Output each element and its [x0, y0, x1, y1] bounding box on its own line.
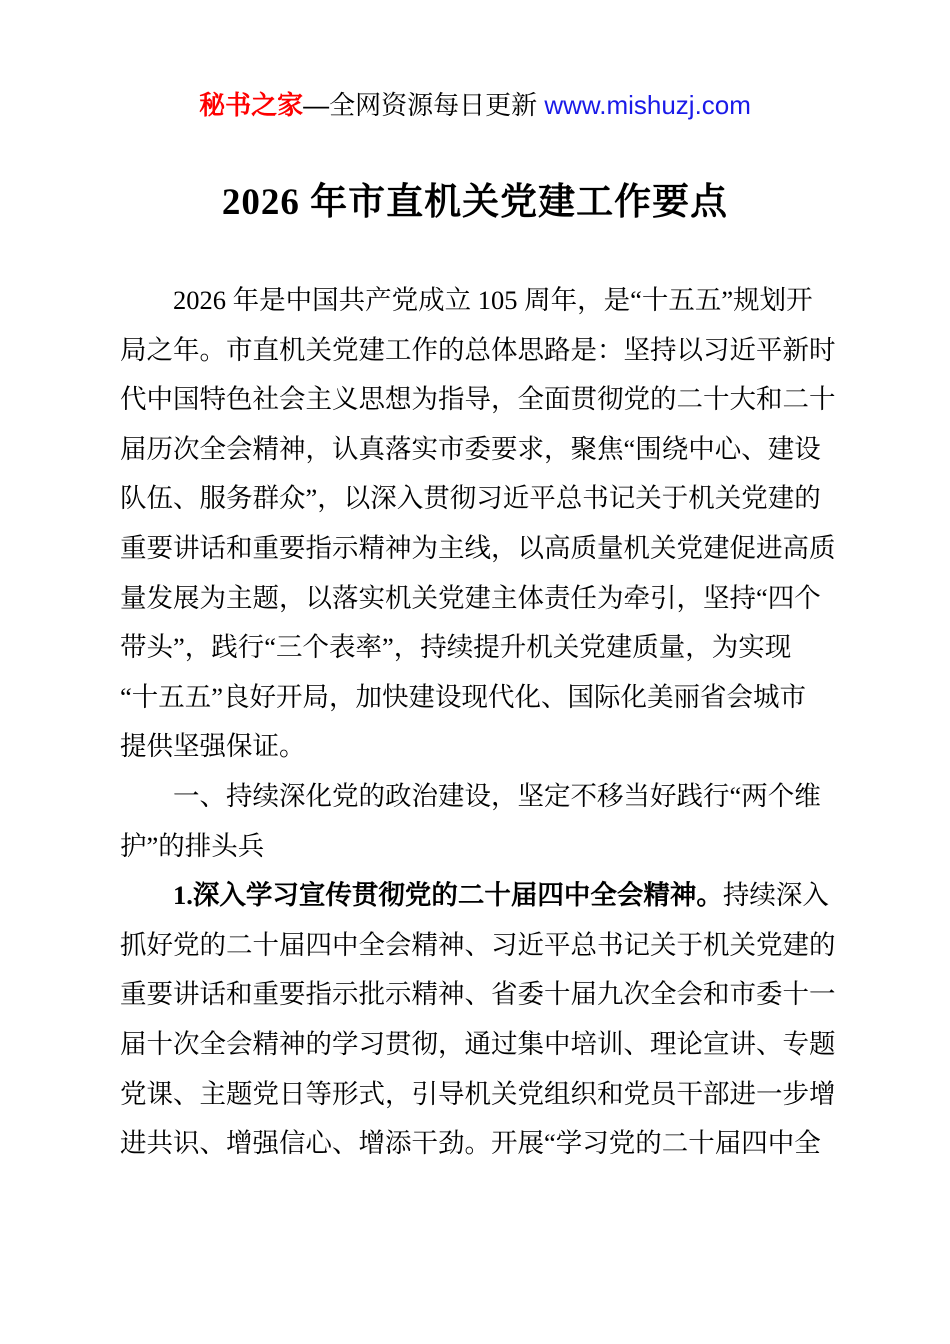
body-text-line: 重要讲话和重要指示精神为主线，以高质量机关党建促进高质: [120, 532, 836, 563]
item-1-lead-bold: 1.深入学习宣传贯彻党的二十届四中全会精神。: [173, 880, 723, 911]
section-heading-1: [120, 772, 832, 871]
site-url-link[interactable]: www.mishuzj.com: [544, 90, 751, 120]
site-header-banner: [0, 0, 950, 122]
body-text-line: 量发展为主题，以落实机关党建主体责任为牵引，坚持“四个: [120, 582, 821, 613]
body-text-line: 队伍、服务群众”，以深入贯彻习近平总书记关于机关党建的: [120, 483, 821, 514]
body-text-line: 2026 年是中国共产党成立 105 周年，是“十五五”规划开: [173, 285, 813, 315]
section-heading-line: 护”的排头兵: [120, 830, 265, 861]
body-text-line: 局之年。市直机关党建工作的总体思路是：坚持以习近平新时: [120, 334, 836, 365]
body-text-line: 抓好党的二十届四中全会精神、习近平总书记关于机关党建的: [120, 929, 836, 960]
body-text-line: [120, 871, 832, 921]
section-heading-line: 一、持续深化党的政治建设，坚定不移当好践行“两个维: [173, 780, 821, 811]
body-text-line: 重要讲话和重要指示批示精神、省委十届九次全会和市委十一: [120, 979, 836, 1010]
body-text-line: 届十次全会精神的学习贯彻，通过集中培训、理论宣讲、专题: [120, 1028, 836, 1059]
header-separator: —: [303, 90, 330, 120]
body-text-line: 届历次全会精神，认真落实市委要求，聚焦“围绕中心、建设: [120, 433, 821, 464]
body-text-line: 提供坚强保证。: [120, 731, 306, 762]
site-name-text: 秘书之家: [199, 90, 304, 120]
document-title: 2026 年市直机关党建工作要点: [221, 182, 729, 223]
body-text-line: 党课、主题党日等形式，引导机关党组织和党员干部进一步增: [120, 1078, 836, 1109]
body-text-line: 进共识、增强信心、增添干劲。开展“学习党的二十届四中全: [120, 1128, 821, 1159]
header-tagline: 全网资源每日更新: [329, 90, 545, 120]
body-text-line: “十五五”良好开局，加快建设现代化、国际化美丽省会城市: [120, 681, 807, 712]
document-body: [120, 276, 836, 1169]
body-text-line: 带头”，践行“三个表率”，持续提升机关党建质量，为实现: [120, 632, 792, 663]
paragraph-item-1: [120, 871, 836, 1169]
body-text-line: 代中国特色社会主义思想为指导，全面贯彻党的二十大和二十: [120, 384, 836, 415]
item-1-lead-rest: 持续深入: [722, 880, 829, 911]
paragraph-intro: [120, 276, 836, 772]
